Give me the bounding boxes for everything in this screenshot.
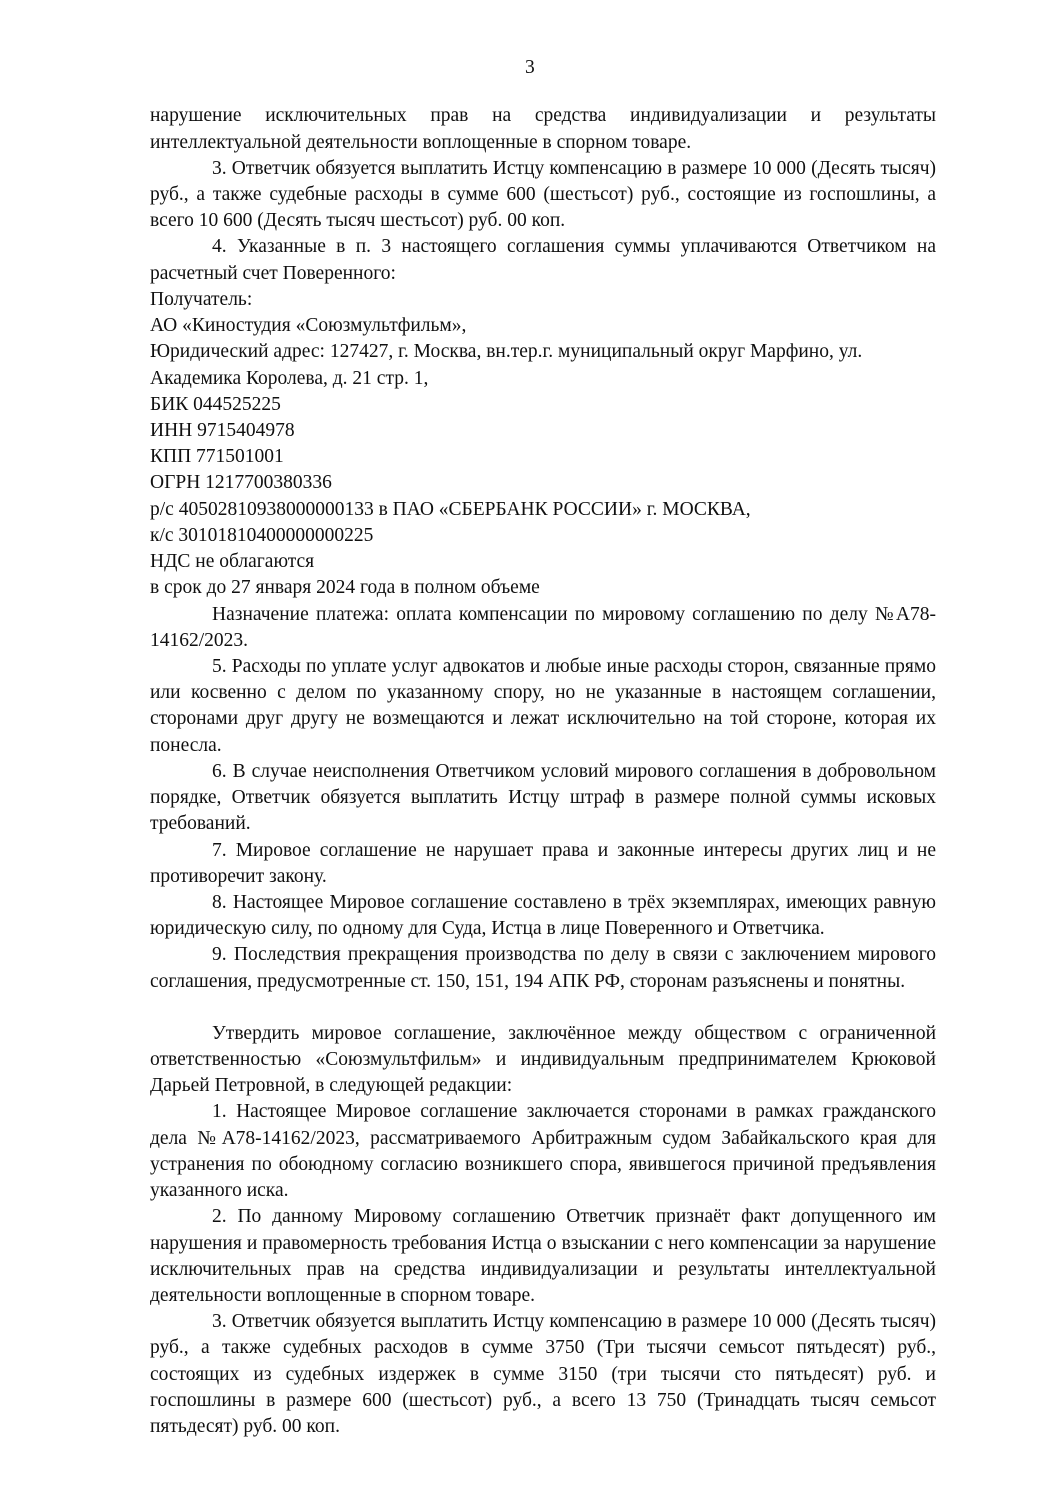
bank-account: р/с 40502810938000000133 в ПАО «СБЕРБАНК РОССИИ» г. МОСКВА, (150, 498, 751, 520)
vat-note: НДС не облагаются (150, 551, 315, 573)
paragraph-item-7: 7. Мировое соглашение не нарушает права и законные интересы других лиц и не противоречит закону. (150, 839, 936, 887)
paragraph-item-4: 4. Указанные в п. 3 настоящего соглашения суммы уплачиваются Ответчиком на расчетный счет Поверенного: (150, 236, 936, 284)
new-paragraph-item-1: 1. Настоящее Мировое соглашение заключается сторонами в рамках гражданского дела №А78-14162/2023, рассматриваемого Арбитражным судом Забайкальского края для устранения по обоюдному согласию возникшего спора, явившегося причиной предъявления указанного иска. (150, 1101, 936, 1202)
page-number: 3 (525, 57, 535, 78)
bank-inn: ИНН 9715404978 (150, 420, 295, 442)
paragraph-item-3: 3. Ответчик обязуется выплатить Истцу компенсацию в размере 10 000 (Десять тысяч) руб., а также судебные расходы в сумме 600 (шестьсот) руб., состоящие из госпошлины, а всего 10 600 (Десять тысяч шестьсот) руб. 00 коп. (150, 157, 936, 232)
paragraph-item-5: 5. Расходы по уплате услуг адвокатов и любые иные расходы сторон, связанные прямо или косвенно с делом по указанному спору, но не указанные в настоящем соглашении, сторонами друг другу не возмещаются и лежат исключительно на той стороне, которая их понесла. (150, 655, 936, 756)
approval-paragraph: Утвердить мировое соглашение, заключённое между обществом с ограниченной ответственностью «Союзмультфильм» и индивидуальным предпринимателем Крюковой Дарьей Петровной, в следующей редакции: (150, 1022, 936, 1097)
paragraph-item-8: 8. Настоящее Мировое соглашение составлено в трёх экземплярах, имеющих равную юридическую силу, по одному для Суда, Истца в лице Поверенного и Ответчика. (150, 891, 936, 940)
document-body (150, 103, 998, 1440)
legal-address: Юридический адрес: 127427, г. Москва, вн.тер.г. муниципальный округ Марфино, ул. Академика Королева, д. 21 стр. 1, (150, 341, 863, 389)
bank-ogrn: ОГРН 1217700380336 (150, 472, 332, 494)
payment-purpose: Назначение платежа: оплата компенсации по мировому соглашению по делу №А78-14162/2023. (150, 603, 936, 651)
recipient-label: Получатель: (150, 288, 253, 310)
recipient-name: АО «Киностудия «Союзмультфильм», (150, 315, 467, 337)
bank-bik: БИК 044525225 (150, 393, 281, 415)
new-paragraph-item-2: 2. По данному Мировому соглашению Ответчик признаёт факт допущенного им нарушения и правомерность требования Истца о взыскании с него компенсации за нарушение исключительных прав на средства индивидуализации и результаты интеллектуальной деятельности воплощенные в спорном товаре. (150, 1206, 936, 1307)
bank-kpp: КПП 771501001 (150, 446, 284, 468)
paragraph-item-9: 9. Последствия прекращения производства по делу в связи с заключением мирового соглашения, предусмотренные ст. 150, 151, 194 АПК РФ, сторонам разъяснены и понятны. (150, 944, 936, 992)
payment-deadline: в срок до 27 января 2024 года в полном объеме (150, 577, 540, 599)
paragraph-spacer (150, 995, 936, 1021)
paragraph-continued: нарушение исключительных прав на средства индивидуализации и результаты интеллектуальной деятельности воплощенные в спорном товаре. (150, 105, 936, 153)
paragraph-item-6: 6. В случае неисполнения Ответчиком условий мирового соглашения в добровольном порядке, Ответчик обязуется выплатить Истцу штраф в размере полной суммы исковых требований. (150, 760, 936, 835)
bank-corr-account: к/с 30101810400000000225 (150, 524, 374, 546)
new-paragraph-item-3: 3. Ответчик обязуется выплатить Истцу компенсацию в размере 10 000 (Десять тысяч) руб., а также судебных расходов в сумме 3750 (Три тысячи семьсот пятьдесят) руб., состоящих из судебных издержек в сумме 3150 (три тысячи сто пятьдесят) руб. и госпошлины в размере 600 (шестьсот) руб., а всего 13 750 (Тринадцать тысяч семьсот пятьдесят) руб. 00 коп. (150, 1311, 936, 1438)
